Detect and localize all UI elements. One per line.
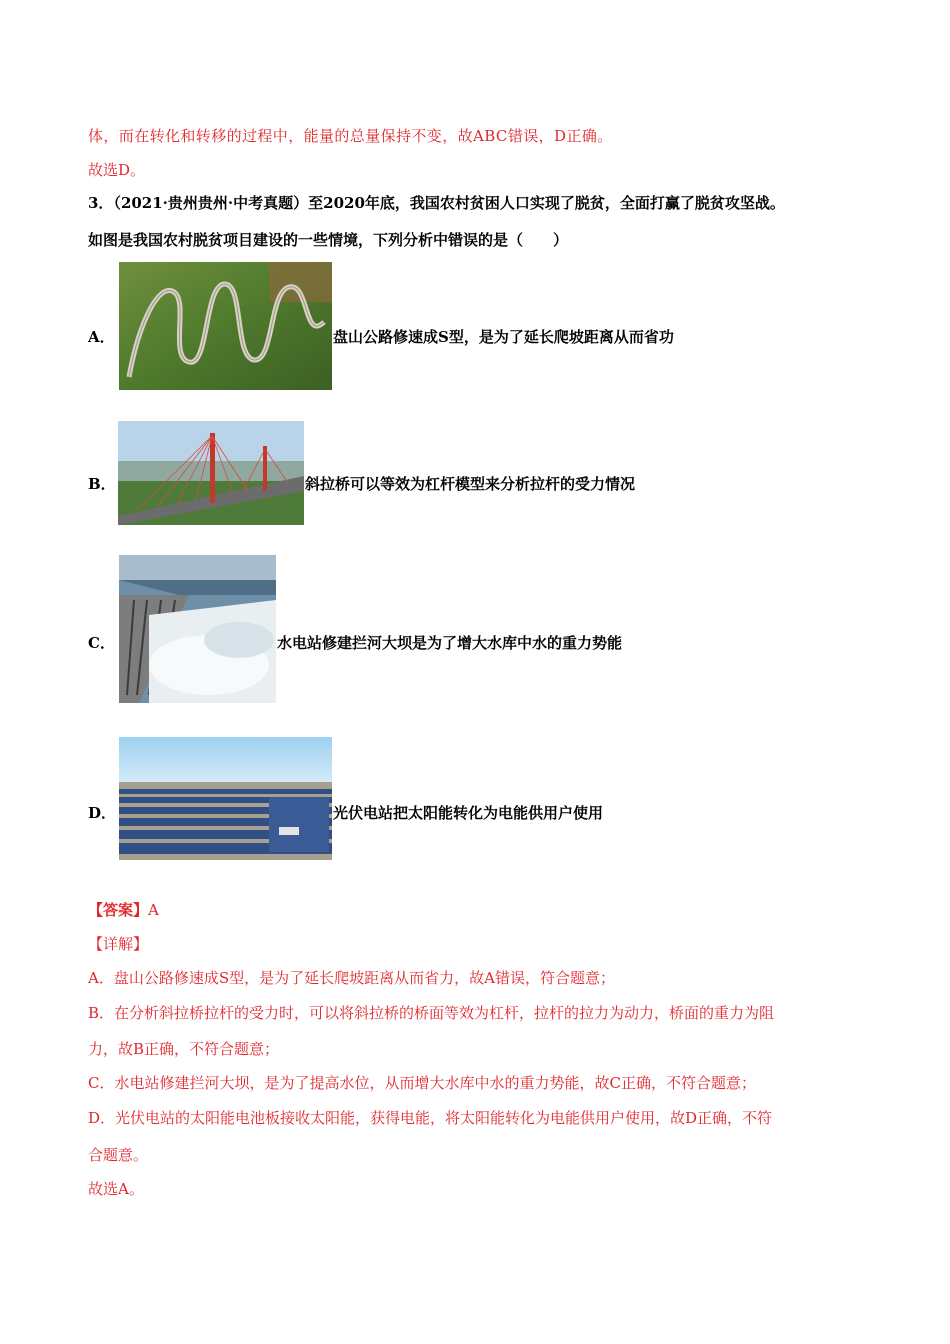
winding-mountain-road-image [119,262,332,390]
option-b-letter: B． [88,475,116,493]
question-stem-line-2: 如图是我国农村脱贫项目建设的一些情境，下列分析中错误的是（ ） [88,231,569,249]
question-stem-text: 至2020年底，我国农村贫困人口实现了脱贫，全面打赢了脱贫攻坚战。 [308,194,785,212]
final-choice: 故选A。 [88,1180,144,1198]
prev-conclusion: 故选D。 [88,161,146,179]
option-d-text: 光伏电站把太阳能转化为电能供用户使用 [333,804,604,822]
detail-label: 【详解】 [88,935,149,953]
detail-line-a: A．盘山公路修速成S型，是为了延长爬坡距离从而省力，故A错误，符合题意； [88,969,615,987]
question-stem-line-1 [88,193,785,213]
answer-line [88,900,159,920]
detail-line-b: B．在分析斜拉桥拉杆的受力时，可以将斜拉桥的桥面等效为杠杆，拉杆的拉力为动力，桥面的重力为阻 [88,1004,775,1022]
option-a-letter: A． [88,328,115,346]
answer-value: A [148,901,159,919]
option-a-text: 盘山公路修速成S型，是为了延长爬坡距离从而省功 [333,328,674,346]
detail-line-d-cont: 合题意。 [88,1146,149,1164]
detail-line-d: D．光伏电站的太阳能电池板接收太阳能，获得电能，将太阳能转化为电能供用户使用，故D正确，不符 [88,1109,773,1127]
detail-line-b-cont: 力，故B正确，不符合题意； [88,1040,280,1058]
option-b-text: 斜拉桥可以等效为杠杆模型来分析拉杆的受力情况 [305,475,636,493]
question-number: 3． [88,194,114,212]
detail-line-c: C．水电站修建拦河大坝，是为了提高水位，从而增大水库中水的重力势能，故C正确，不符合题意； [88,1074,756,1092]
solar-power-station-image [119,737,332,860]
cable-stayed-bridge-image [118,421,304,525]
prev-explanation-line: 体，而在转化和转移的过程中，能量的总量保持不变，故ABC错误，D正确。 [88,127,613,145]
answer-label: 【答案】 [88,901,149,919]
option-c-letter: C． [88,634,115,652]
question-source: （2021·贵州贵州·中考真题） [113,194,309,212]
option-c-text: 水电站修建拦河大坝是为了增大水库中水的重力势能 [277,634,623,652]
option-d-letter: D． [88,804,117,822]
hydropower-dam-image [119,555,276,703]
